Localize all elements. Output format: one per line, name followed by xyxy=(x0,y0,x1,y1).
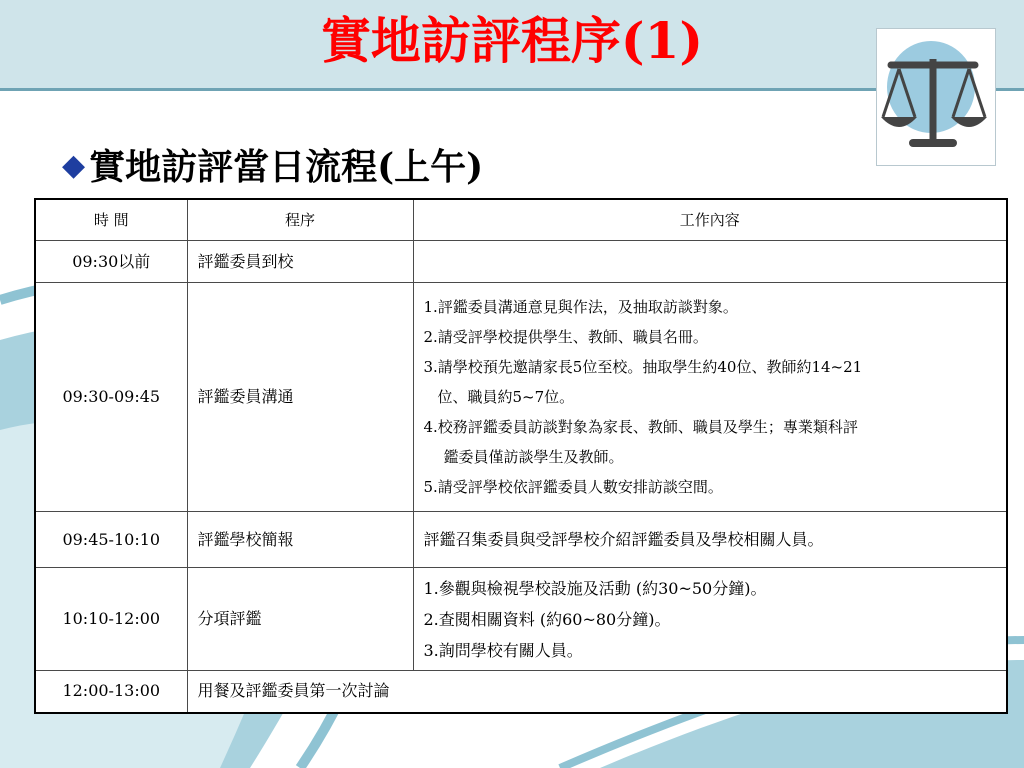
row-procedure: 用餐及評鑑委員第一次討論 xyxy=(187,671,1007,713)
row-procedure: 評鑑委員溝通 xyxy=(187,283,413,512)
row-procedure: 評鑑學校簡報 xyxy=(187,512,413,568)
work-item: 5.請受評學校依評鑑委員人數安排訪談空間。 xyxy=(423,478,723,496)
row-time: 09:45-10:10 xyxy=(35,512,187,568)
row-procedure: 評鑑委員到校 xyxy=(187,241,413,283)
row-work xyxy=(413,241,1007,283)
slide-title: 實地訪評程序(1) xyxy=(320,11,704,70)
work-item: 評鑑召集委員與受評學校介紹評鑑委員及學校相關人員。 xyxy=(423,530,824,549)
scales-of-justice-icon xyxy=(876,28,996,166)
diamond-bullet-icon: ◆ xyxy=(62,148,86,183)
work-item: 3.詢問學校有關人員。 xyxy=(423,640,583,660)
table-header-row xyxy=(35,199,1007,241)
row-time: 09:30以前 xyxy=(35,241,187,283)
table-row xyxy=(35,241,1007,283)
table-row xyxy=(35,671,1007,713)
table-row xyxy=(35,283,1007,512)
section-heading-text: 實地訪評當日流程(上午) xyxy=(89,146,484,188)
header-procedure: 程序 xyxy=(187,199,413,241)
work-item: 2.查閱相關資料 (約60~80分鐘)。 xyxy=(423,609,671,629)
schedule-table-wrapper xyxy=(34,198,1006,714)
row-time: 09:30-09:45 xyxy=(35,283,187,512)
work-item: 1.參觀與檢視學校設施及活動 (約30~50分鐘)。 xyxy=(423,578,767,598)
section-heading xyxy=(62,134,483,199)
row-procedure: 分項評鑑 xyxy=(187,568,413,671)
work-item: 1.評鑑委員溝通意見與作法，及抽取訪談對象。 xyxy=(423,298,738,316)
work-item-continued: 鑑委員僅訪談學生及教師。 xyxy=(443,448,624,466)
row-time: 12:00-13:00 xyxy=(35,671,187,713)
work-item-continued: 位、職員約5~7位。 xyxy=(437,388,575,406)
row-work xyxy=(413,283,1007,512)
header-time: 時 間 xyxy=(35,199,187,241)
table-row xyxy=(35,568,1007,671)
header-work: 工作內容 xyxy=(413,199,1007,241)
work-item: 4.校務評鑑委員訪談對象為家長、教師、職員及學生；專業類科評 xyxy=(423,418,858,436)
work-item: 3.請學校預先邀請家長5位至校。抽取學生約40位、教師約14~21 xyxy=(423,358,863,376)
schedule-table xyxy=(34,198,1008,714)
table-row xyxy=(35,512,1007,568)
row-work xyxy=(413,512,1007,568)
row-time: 10:10-12:00 xyxy=(35,568,187,671)
row-work xyxy=(413,568,1007,671)
work-item: 2.請受評學校提供學生、教師、職員名冊。 xyxy=(423,328,708,346)
